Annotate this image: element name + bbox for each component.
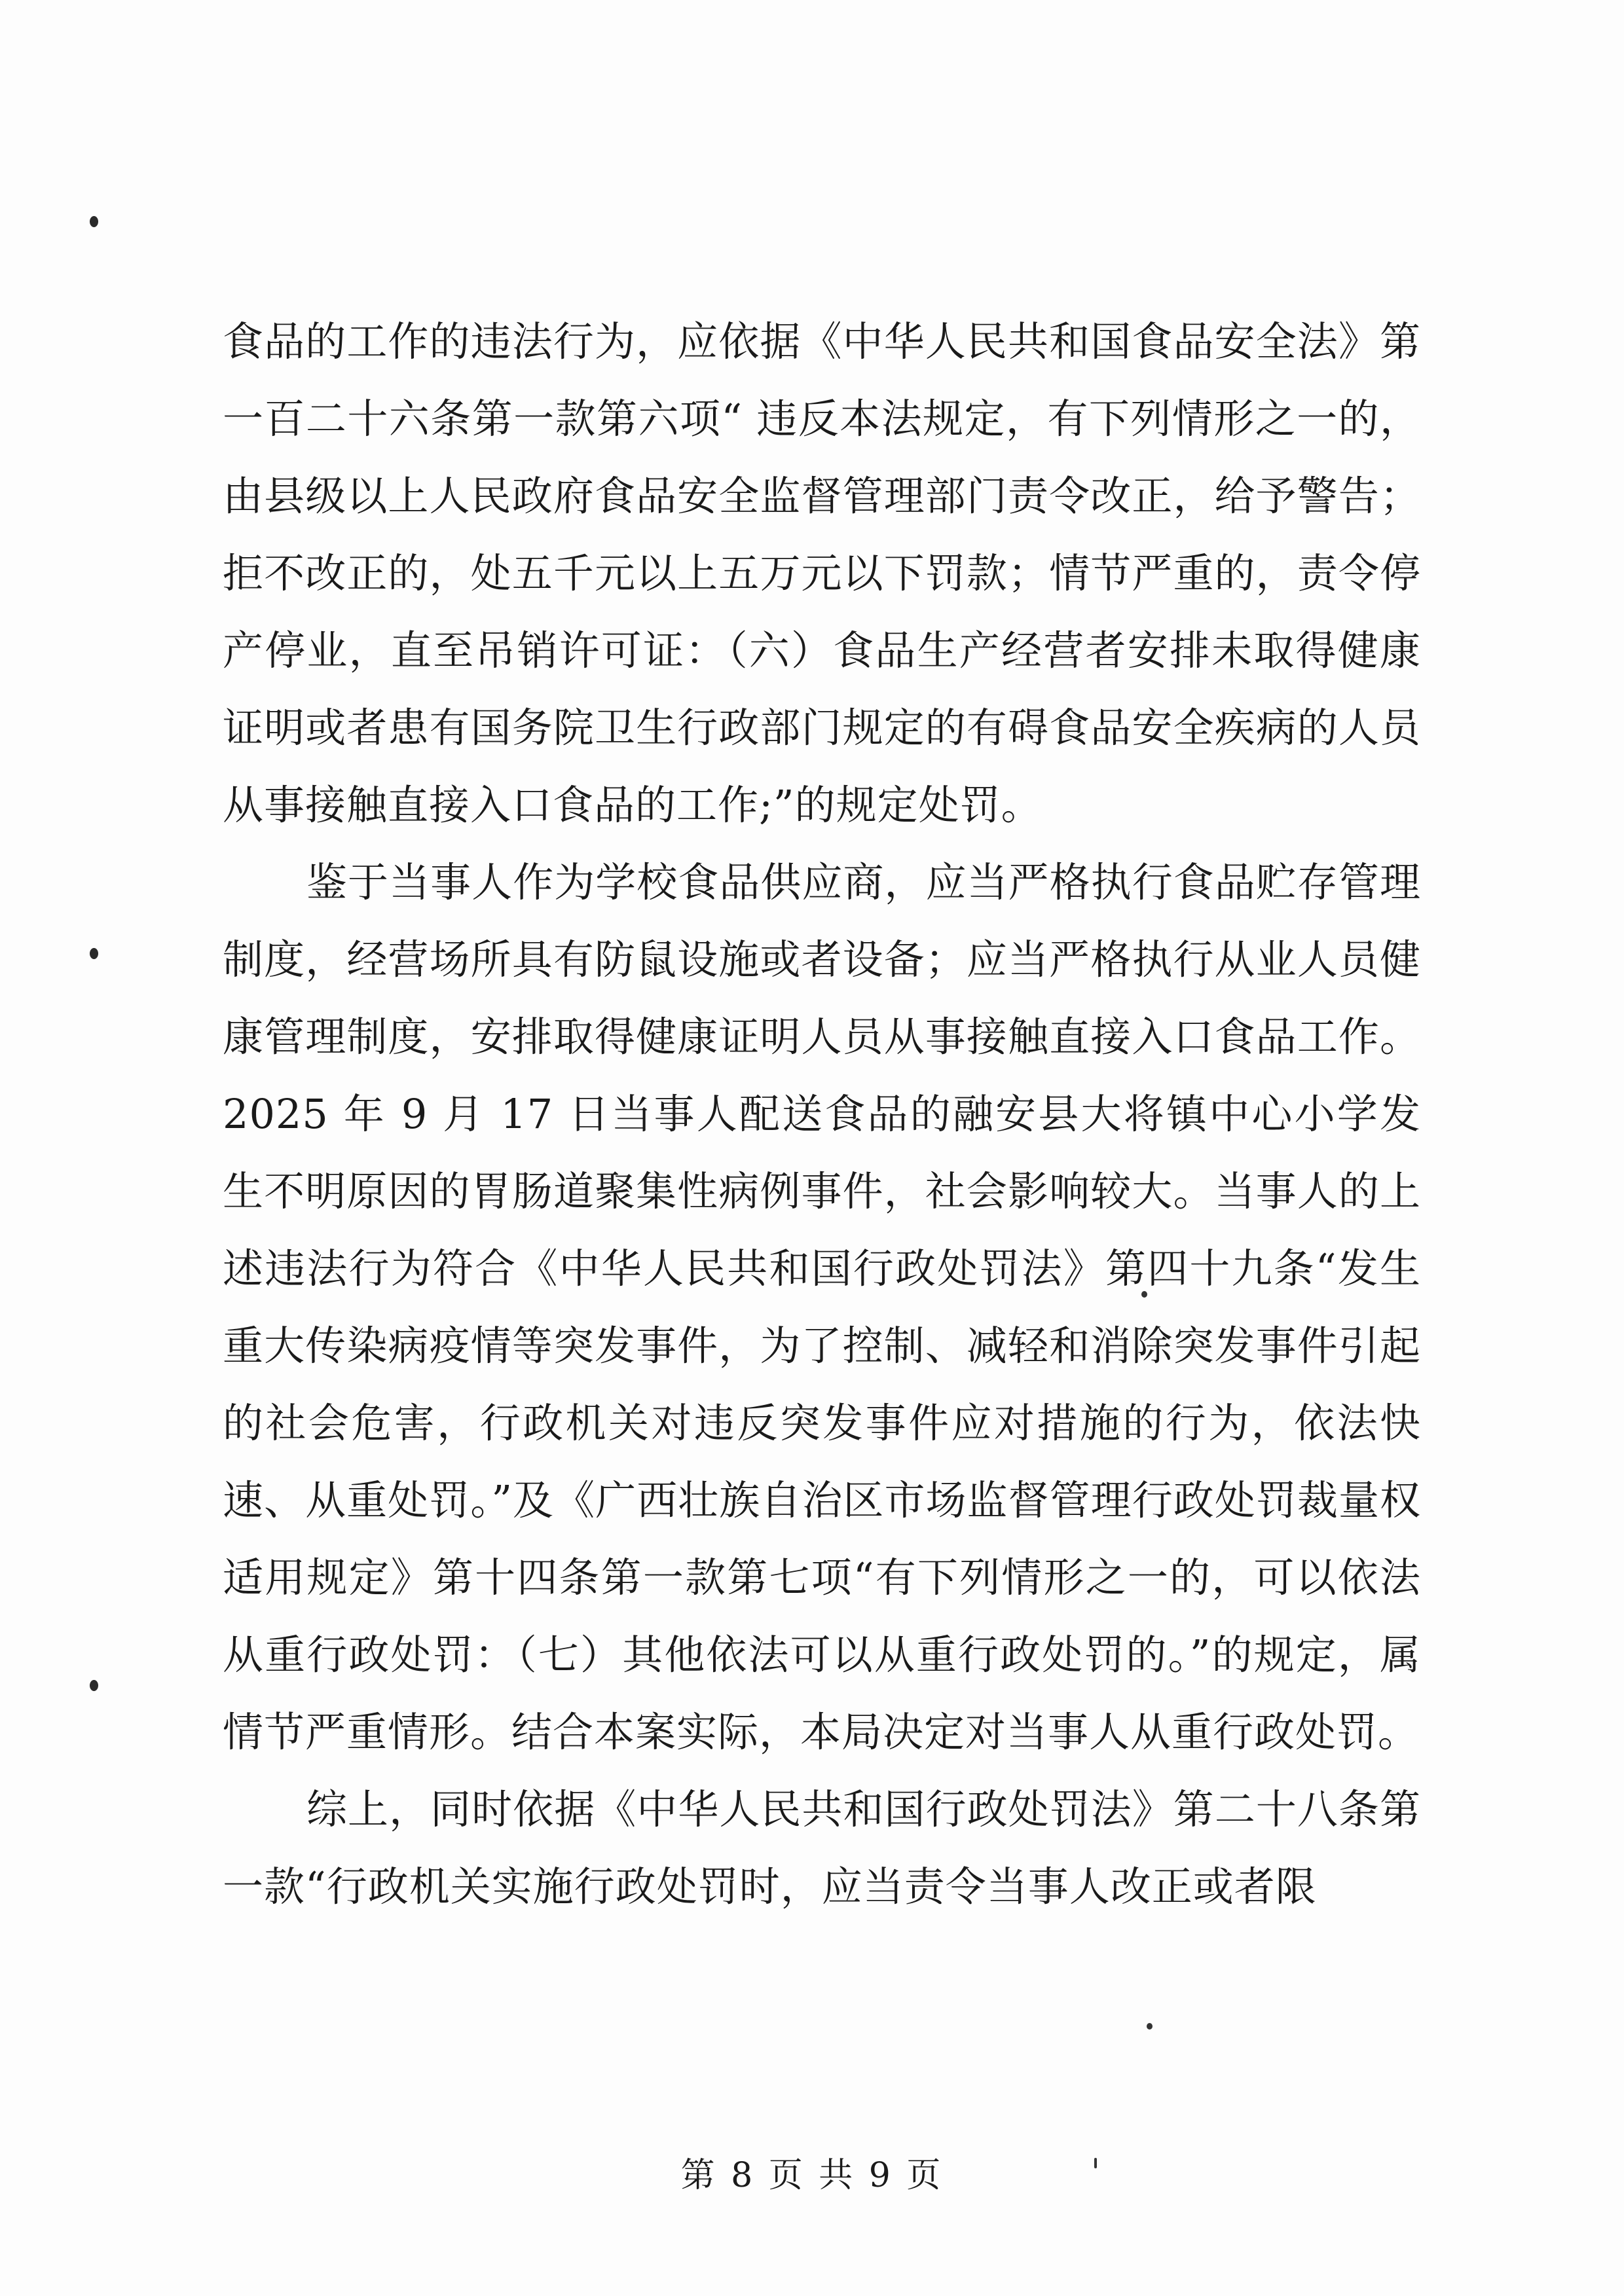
scan-speck (1147, 2023, 1153, 2030)
paragraph-3: 综上，同时依据《中华人民共和国行政处罚法》第二十八条第一款“行政机关实施行政处罚时，应当责令当事人改正或者限 (223, 1785, 1421, 1910)
binding-hole-mark (90, 216, 98, 227)
binding-hole-mark (90, 1680, 98, 1691)
binding-hole-mark (90, 948, 98, 959)
document-body (223, 303, 1421, 1925)
paragraph-2: 鉴于当事人作为学校食品供应商，应当严格执行食品贮存管理制度，经营场所具有防鼠设施或者设备；应当严格执行从业人员健康管理制度，安排取得健康证明人员从事接触直接入口食品工作。2025 年 9 月 17 日当事人配送食品的融安县大将镇中心小学发生不明原因的胃肠道聚集性病例事件，社会影响较大。当事人的上述违法行为符合《中华人民共和国行政处罚法》第四十九条“发生重大传染病疫情等突发事件，为了控制、减轻和消除突发事件引起的社会危害，行政机关对违反突发事件应对措施的行为，依法快速、从重处罚。”及《广西壮族自治区市场监督管理行政处罚裁量权适用规定》第十四条第一款第七项“有下列情形之一的，可以依法从重行政处罚：（七）其他依法可以从重行政处罚的。”的规定，属情节严重情形。结合本案实际，本局决定对当事人从重行政处罚。 (223, 858, 1421, 1756)
paragraph-1: 食品的工作的违法行为，应依据《中华人民共和国食品安全法》第一百二十六条第一款第六项“ 违反本法规定，有下列情形之一的，由县级以上人民政府食品安全监督管理部门责令改正，给予警告；拒不改正的，处五千元以上五万元以下罚款；情节严重的，责令停产停业，直至吊销许可证：（六）食品生产经营者安排未取得健康证明或者患有国务院卫生行政部门规定的有碍食品安全疾病的人员从事接触直接入口食品的工作;”的规定处罚。 (223, 318, 1421, 829)
page-number-footer: 第 8 页 共 9 页 (680, 2156, 944, 2195)
